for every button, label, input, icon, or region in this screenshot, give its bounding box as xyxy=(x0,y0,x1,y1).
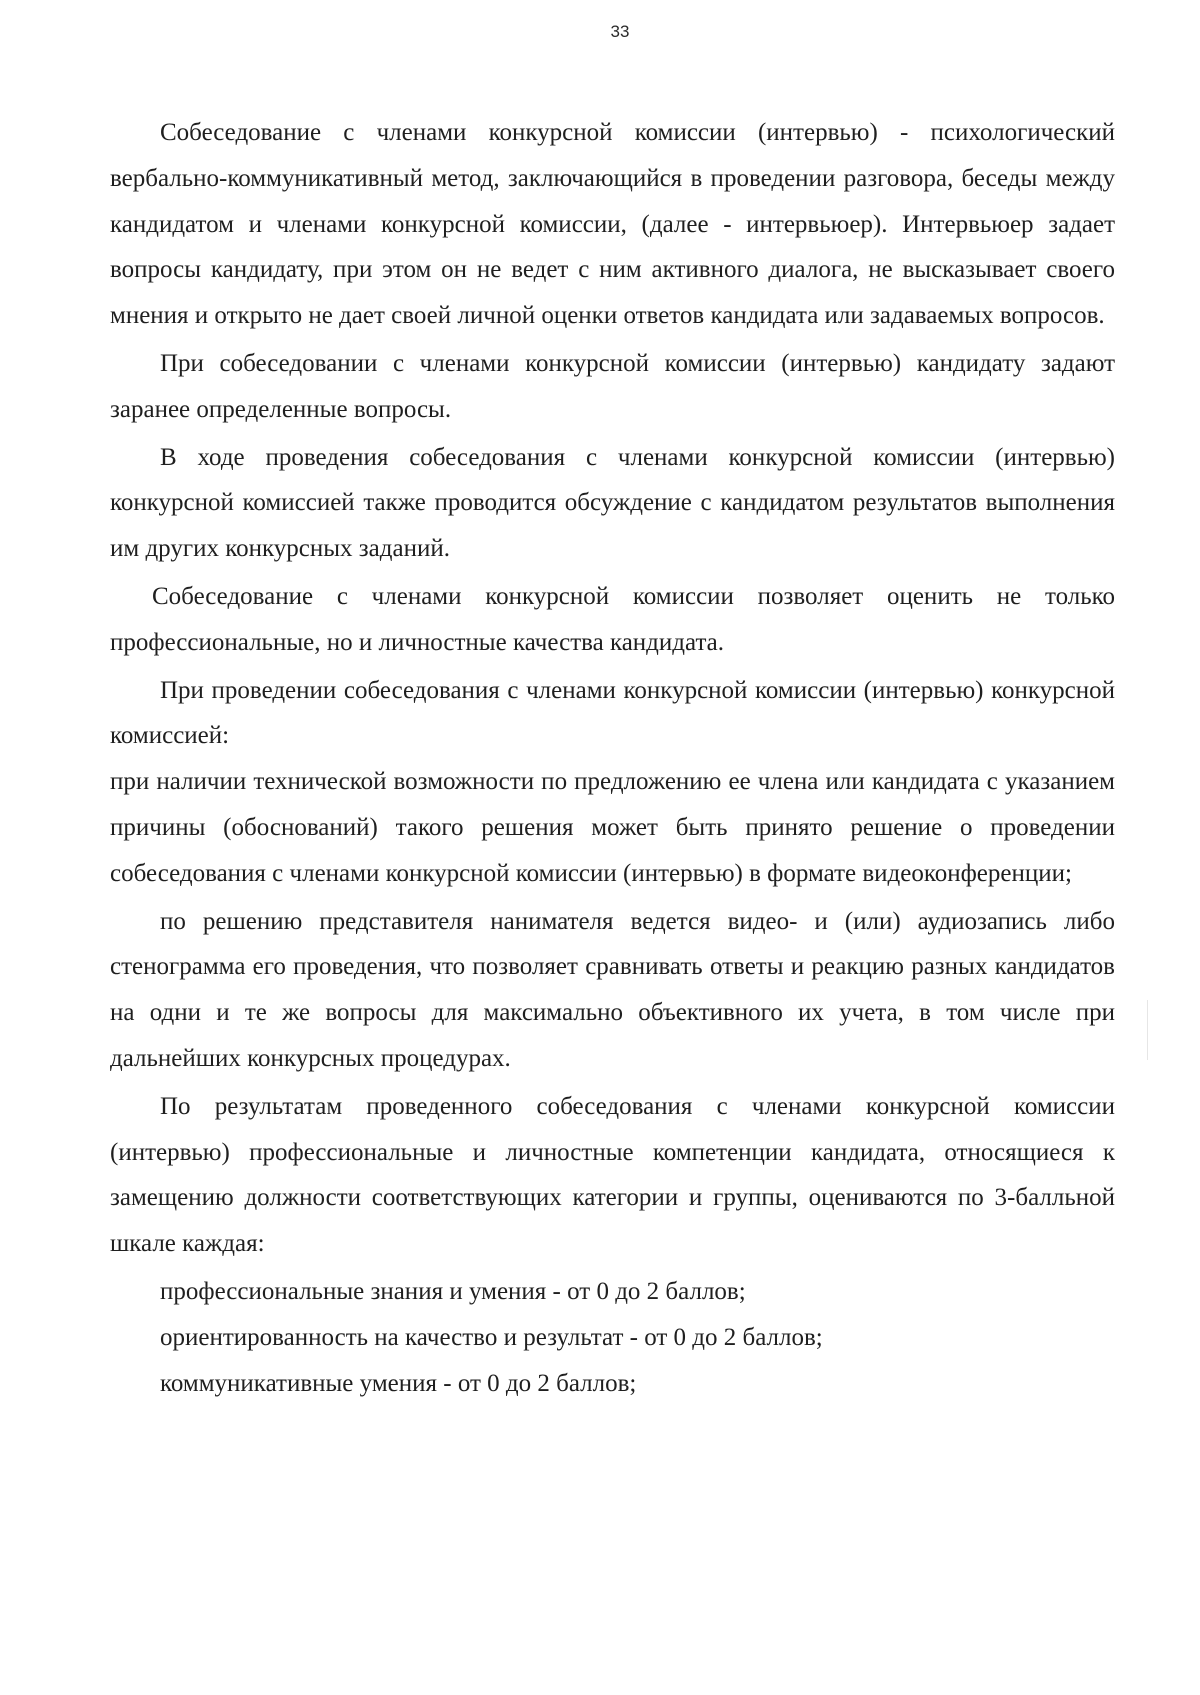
list-item: профессиональные знания и умения - от 0 до 2 баллов; xyxy=(160,1277,746,1305)
paragraph-scoring: По результатам проведенного собеседования с членами конкурсной комиссии (интервью) профессиональные и личностные компетенции кандидата, относящиеся к замещению должности соответствующих категории и группы, оцениваются по 3-балльной шкале каждая: xyxy=(110,1092,1115,1258)
list-item: ориентированность на качество и результат - от 0 до 2 баллов; xyxy=(160,1323,823,1351)
paragraph-questions: При собеседовании с членами конкурсной комиссии (интервью) кандидату задают заранее определенные вопросы. xyxy=(110,349,1115,423)
page-number: 33 xyxy=(610,22,630,41)
paragraph-recording: по решению представителя нанимателя ведется видео- и (или) аудиозапись либо стенограмма его проведения, что позволяет сравнивать ответы и реакцию разных кандидатов на одни и те же вопросы для максимально объективного их учета, в том числе при дальнейших конкурсных процедурах. xyxy=(110,907,1115,1072)
paragraph-definition: Собеседование с членами конкурсной комиссии (интервью) - психологический вербально-коммуникативный метод, заключающийся в проведении разговора, беседы между кандидатом и членами конкурсной комиссии, (далее - интервьюер). Интервьюер задает вопросы кандидату, при этом он не ведет с ним активного диалога, не высказывает своего мнения и открыто не дает своей личной оценки ответов кандидата или задаваемых вопросов. xyxy=(110,119,1115,330)
scan-artifact xyxy=(1147,1000,1148,1060)
list-item: коммуникативные умения - от 0 до 2 баллов; xyxy=(160,1369,637,1397)
paragraph-videoconference: при наличии технической возможности по предложению ее члена или кандидата с указанием причины (обоснований) такого решения может быть принято решение о проведении собеседования с членами конкурсной комиссии (интервью) в формате видеоконференции; xyxy=(110,768,1115,887)
document-body xyxy=(110,110,1115,1406)
paragraph-discussion: В ходе проведения собеседования с членами конкурсной комиссии (интервью) конкурсной комиссией также проводится обсуждение с кандидатом результатов выполнения им других конкурсных заданий. xyxy=(110,443,1115,563)
paragraph-procedure-intro: При проведении собеседования с членами конкурсной комиссии (интервью) конкурсной комиссией: xyxy=(110,676,1115,750)
paragraph-evaluation-qualities: Собеседование с членами конкурсной комиссии позволяет оценить не только профессиональные, но и личностные качества кандидата. xyxy=(110,582,1115,656)
